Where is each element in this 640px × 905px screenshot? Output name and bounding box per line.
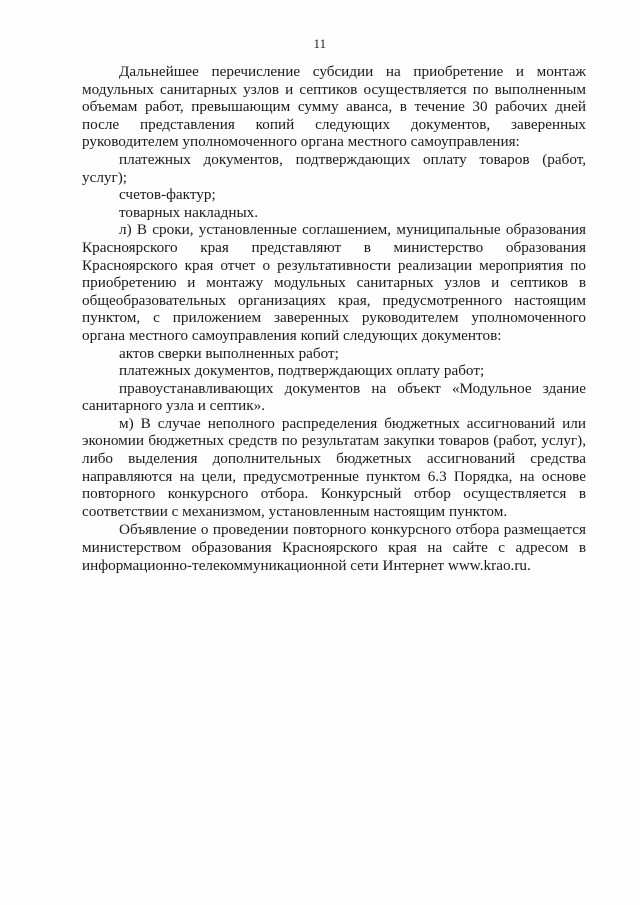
list-item-invoices: счетов-фактур; [119, 186, 216, 204]
list-item-waybills: товарных накладных. [119, 203, 259, 221]
list-item-payment-documents-works: платежных документов, подтверждающих оплату работ; [119, 362, 485, 380]
paragraph-m-redistribution: м) В случае неполного распределения бюджетных ассигнований или экономии бюджетных средств по результатам закупки товаров (работ, услуг), либо выделения дополнительных бюджетных ассигнований средства направляются на цели, предусмотренные пунктом 6.3 Порядка, на основе повторного конкурсного отбора. Конкурсный отбор осуществляется в соответствии с механизмом, установленным настоящим пунктом. [82, 414, 586, 520]
document-body [82, 63, 586, 574]
list-item-reconciliation-acts: актов сверки выполненных работ; [119, 344, 339, 362]
list-item-payment-documents: платежных документов, подтверждающих оплату товаров (работ, услуг); [82, 150, 586, 186]
paragraph-announcement: Объявление о проведении повторного конкурсного отбора размещается министерством образования Красноярского края на сайте с адресом в информационно-телекоммуникационной сети Интернет www.krao.ru. [82, 521, 586, 574]
list-item-title-documents: правоустанавливающих документов на объект «Модульное здание санитарного узла и септик». [82, 379, 586, 415]
page-number: 11 [313, 37, 327, 51]
paragraph-l-report: л) В сроки, установленные соглашением, муниципальные образования Красноярского края представляют в министерство образования Красноярского края отчет о результативности реализации мероприятия по приобретению и монтажу модульных санитарных узлов и септиков в общеобразовательных организациях края, предусмотренного настоящим пунктом, с приложением заверенных руководителем уполномоченного органа местного самоуправления копий следующих документов: [82, 221, 586, 344]
paragraph-subsidy-transfer: Дальнейшее перечисление субсидии на приобретение и монтаж модульных санитарных узлов и септиков осуществляется по выполненным объемам работ, превышающим сумму аванса, в течение 30 рабочих дней после представления копий следующих документов, заверенных руководителем уполномоченного органа местного самоуправления: [82, 63, 586, 151]
